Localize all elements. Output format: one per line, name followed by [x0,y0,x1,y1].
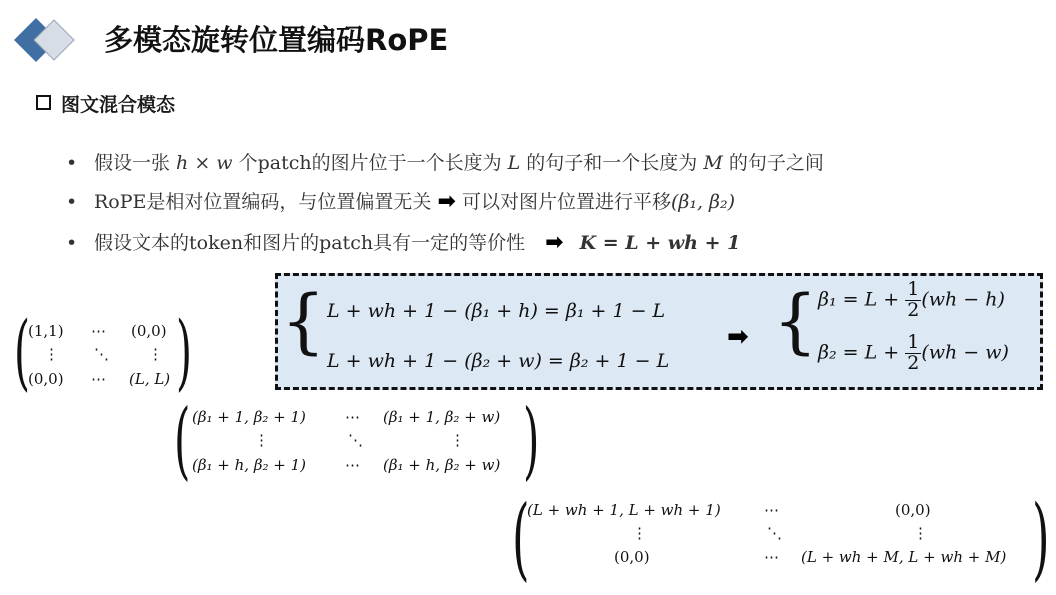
fraction [905,333,921,374]
equation-right-2 [818,333,1009,374]
matrix-3-r1c2: ⋯ [764,501,779,519]
bullet-2 [66,187,735,214]
matrix-3-r3c2: ⋯ [764,548,779,566]
equation-right-1-post: (wh − h) [921,288,1005,311]
matrix-3-r3c3: (L + wh + M, L + wh + M) [801,548,1007,566]
matrix-3-left-paren: ( [512,486,530,591]
matrix-3-r1c3: (0,0) [895,501,931,519]
matrix-3-r2c3: ⋮ [913,524,928,542]
matrix-3-r3c1: (0,0) [614,548,650,566]
right-arrow-icon: ➡ [437,189,456,214]
fraction-num: 1 [907,278,920,300]
bullet-1 [66,148,824,175]
matrix-3-r2c2: ⋱ [767,524,782,542]
equation-right-2-pre: β₂ = L + [818,341,900,364]
matrix-2-r2c2: ⋱ [348,431,363,449]
left-brace-icon: { [281,280,326,362]
matrix-2-r2c1: ⋮ [254,431,269,449]
matrix-2-r3c1: (β₁ + h, β₂ + 1) [192,456,307,474]
section-heading-label: 图文混合模态 [61,94,176,116]
matrix-2-r3c2: ⋯ [345,456,360,474]
matrix-1-r2c2: ⋱ [94,345,109,363]
bullet-2-math: (β₁, β₂) [670,191,736,213]
right-arrow-icon: ➡ [545,230,564,255]
equation-right-1-pre: β₁ = L + [818,288,900,311]
matrix-2-r1c1: (β₁ + 1, β₂ + 1) [192,408,306,426]
matrix-1-right-paren: ) [176,305,192,400]
right-arrow-icon: ➡ [727,322,749,352]
left-brace-icon: { [773,280,818,362]
bullet-1-math-hw: h × w [176,152,233,174]
bullet-dot-icon: • [66,232,78,254]
bullet-dot-icon: • [66,191,78,213]
matrix-1-r1c2: ⋯ [91,322,106,340]
bullet-3-text: 假设文本的token和图片的patch具有一定的等价性 [94,232,526,254]
equation-left-1: L + wh + 1 − (β₁ + h) = β₁ + 1 − L [327,300,666,322]
bullet-1-text-b: 个patch的图片位于一个长度为 [232,152,508,174]
bullet-1-text-a: 假设一张 [94,152,177,174]
matrix-3-r2c1: ⋮ [632,524,647,542]
page-title: 多模态旋转位置编码RoPE [104,23,449,57]
bullet-1-math-L: L [507,152,521,174]
bullet-dot-icon: • [66,152,78,174]
checkbox-square-icon [36,95,51,110]
bullet-3-math: K = L + wh + 1 [579,232,741,254]
diamond-logo-icon [10,14,88,66]
fraction [905,280,921,321]
matrix-2-r1c2: ⋯ [345,408,360,426]
bullet-1-text-d: 的句子之间 [722,152,824,174]
fraction-num: 1 [907,331,920,353]
matrix-2-r2c3: ⋮ [450,431,465,449]
matrix-2-r1c3: (β₁ + 1, β₂ + w) [383,408,501,426]
matrix-2-r3c3: (β₁ + h, β₂ + w) [383,456,501,474]
matrix-1-r3c3: (L, L) [129,370,171,388]
fraction-den: 2 [907,351,920,374]
equation-left-2: L + wh + 1 − (β₂ + w) = β₂ + 1 − L [327,350,670,372]
matrix-3-right-paren: ) [1032,486,1050,591]
bullet-1-text-c: 的句子和一个长度为 [520,152,704,174]
matrix-1-r1c3: (0,0) [131,322,167,340]
matrix-2-right-paren: ) [523,391,540,489]
section-heading [36,90,175,117]
bullet-2-post: 可以对图片位置进行平移 [461,191,671,213]
matrix-1-r2c1: ⋮ [44,345,59,363]
matrix-1-r2c3: ⋮ [148,345,163,363]
equation-right-2-post: (wh − w) [921,341,1009,364]
bullet-1-math-M: M [703,152,723,174]
equation-right-1 [818,280,1005,321]
matrix-1-r3c1: (0,0) [28,370,64,388]
matrix-1-left-paren: ( [14,305,30,400]
matrix-1-r1c1: (1,1) [28,322,64,340]
matrix-3-r1c1: (L + wh + 1, L + wh + 1) [527,501,721,519]
matrix-2-left-paren: ( [174,391,191,489]
bullet-2-text: RoPE是相对位置编码，与位置偏置无关 [94,191,432,213]
matrix-1-r3c2: ⋯ [91,370,106,388]
fraction-den: 2 [907,298,920,321]
bullet-3 [66,228,740,255]
